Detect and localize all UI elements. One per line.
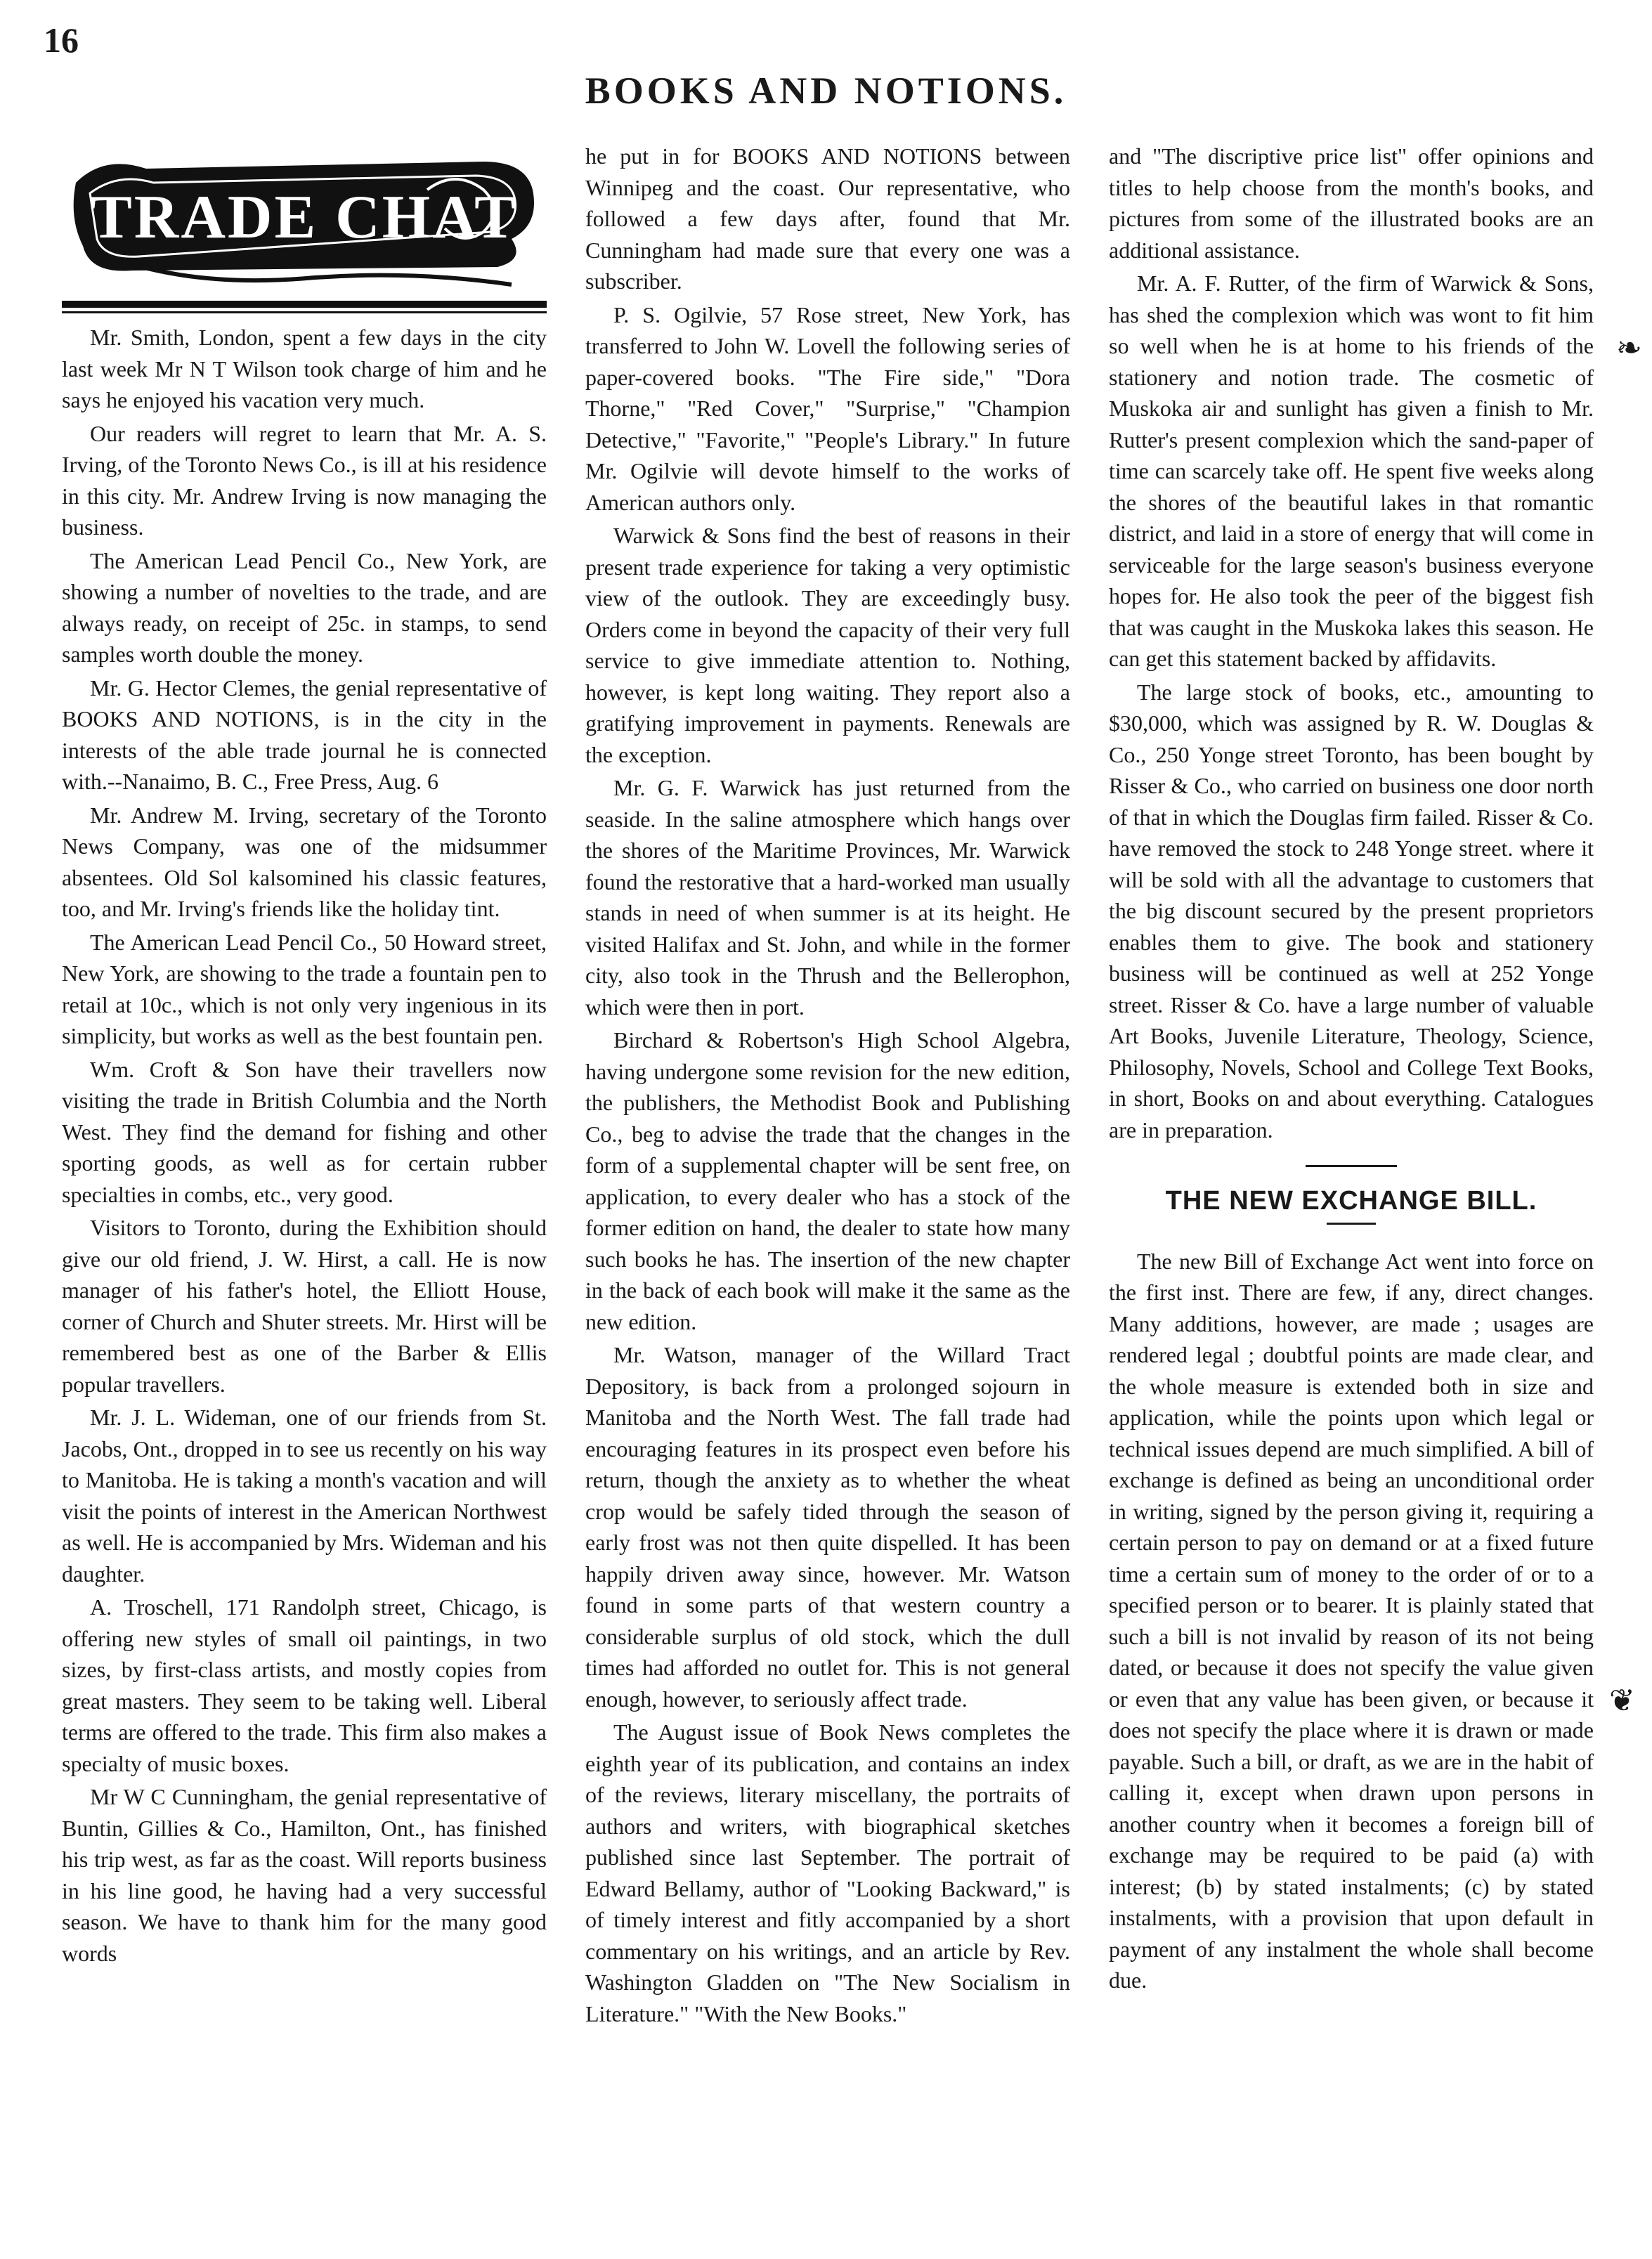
trade-chat-banner-graphic: [62, 141, 547, 316]
col2-para-5: Birchard & Robertson's High School Algebra, having undergone some revision for the new edition, the publishers, the Methodist Book and Publishing Co., beg to advise the trade that the changes in the form of a supplemental chapter will be sent free, on application, to every dealer who has a stock of the former edition on hand, the dealer to state how many such books he has. The insertion of the new chapter in the back of each book will make it the same as the new edition.: [585, 1027, 1070, 1334]
heading-underline: [1327, 1223, 1376, 1225]
col2-para-7: The August issue of Book News completes the eighth year of its publication, and contains an index of the reviews, literary miscellany, the portraits of authors and writers, with biographical sketches published since last September. The portrait of Edward Bellamy, author of "Looking Backward," is of timely interest and fitly accompanied by a short commentary on his writings, and an article by Rev. Washington Gladden on "The New Socialism in Literature." "With the New Books.": [585, 1719, 1070, 2026]
col1-para-8: Visitors to Toronto, during the Exhibition should give our old friend, J. W. Hirst, a call. He is now manager of his father's hotel, the Elliott House, corner of Church and Shuter streets. Mr. Hirst will be remembered best as one of the Barber & Ellis popular travellers.: [62, 1215, 547, 1397]
col1-para-6: The American Lead Pencil Co., 50 Howard street, New York, are showing to the trade a fountain pen to retail at 10c., which is not only very ingenious in its simplicity, but works as well as the best fountain pen.: [62, 929, 547, 1048]
ornament-icon: ❦: [1609, 1684, 1635, 1718]
col1-para-4: Mr. G. Hector Clemes, the genial representative of BOOKS AND NOTIONS, is in the city in the interests of the able trade journal he is connected with.--Nanaimo, B. C., Free Press, Aug. 6: [62, 675, 547, 794]
col1-para-9: Mr. J. L. Wideman, one of our friends from St. Jacobs, Ont., dropped in to see us recently on his way to Manitoba. He is taking a month's vacation and will visit the points of interest in the American Northwest as well. He is accompanied by Mrs. Wideman and his daughter.: [62, 1405, 547, 1587]
col1-para-3: The American Lead Pencil Co., New York, are showing a number of novelties to the trade, and are always ready, on receipt of 25c. in stamps, to send samples worth double the money.: [62, 547, 547, 667]
column-2: [585, 141, 1070, 2031]
col2-para-6: Mr. Watson, manager of the Willard Tract Depository, is back from a prolonged sojourn in Manitoba and the North West. The fall trade had encouraging features in its prospect even before his return, though the anxiety as to whether the wheat crop would be safely tided through the season of early frost was not then quite dispelled. It has been happily driven away since, however. Mr. Watson found in some parts of that western country a considerable surplus of old stock, which the dull times had afforded no outlet for. This is not general enough, however, to seriously affect trade.: [585, 1342, 1070, 1712]
col1-para-11: Mr W C Cunningham, the genial representative of Buntin, Gillies & Co., Hamilton, Ont., has finished his trip west, as far as the coast. Will reports business in his line good, he having had a very successful season. We have to thank him for the many good words: [62, 1784, 547, 1966]
ornament-icon: ❧: [1616, 331, 1642, 365]
trade-chat-banner: [62, 141, 547, 316]
col1-para-10: A. Troschell, 171 Randolph street, Chicago, is offering new styles of small oil paintings, in two sizes, by first-class artists, and mostly copies from great masters. They seem to be taking well. Liberal terms are offered to the trade. This firm also makes a specialty of music boxes.: [62, 1594, 547, 1776]
trade-chat-title: TRADE CHAT: [91, 183, 518, 252]
col3-para-1: and "The discriptive price list" offer opinions and titles to help choose from the month's books, and pictures from some of the illustrated books are an additional assistance.: [1109, 143, 1594, 263]
col2-para-4: Mr. G. F. Warwick has just returned from the seaside. In the saline atmosphere which hangs over the shores of the Maritime Provinces, Mr. Warwick found the restorative that a hard-worked man usually stands in need of when summer is at its height. He visited Halifax and St. John, and while in the former city, also took in the Thrush and the Bellerophon, which were then in port.: [585, 775, 1070, 1020]
col1-para-1: Mr. Smith, London, spent a few days in the city last week Mr N T Wilson took charge of him and he says he enjoyed his vacation very much.: [62, 325, 547, 412]
exchange-bill-heading: THE NEW EXCHANGE BILL.: [1165, 1186, 1537, 1216]
col1-para-2: Our readers will regret to learn that Mr. A. S. Irving, of the Toronto News Co., is ill at his residence in this city. Mr. Andrew Irving is now managing the business.: [62, 420, 547, 540]
column-3: [1109, 141, 1594, 1998]
col1-para-7: Wm. Croft & Son have their travellers now visiting the trade in British Columbia and the North West. They find the demand for fishing and other sporting goods, as well as for certain rubber specialties in combs, etc., very good.: [62, 1056, 547, 1207]
col3-para-3: The large stock of books, etc., amounting to $30,000, which was assigned by R. W. Douglas & Co., 250 Yonge street Toronto, has been bought by Risser & Co., who carried on business one door north of that in which the Douglas firm failed. Risser & Co. have removed the stock to 248 Yonge street. where it will be sold with all the advantage to customers that the big discount secured by the present proprietors enables them to give. The book and stationery business will be continued as well at 252 Yonge street. Risser & Co. have a large number of valuable Art Books, Juvenile Literature, Theology, Science, Philosophy, Novels, School and College Text Books, in short, Books on and about everything. Catalogues are in preparation.: [1109, 679, 1594, 1142]
exchange-bill-body: The new Bill of Exchange Act went into force on the first inst. There are few, if any, direct changes. Many additions, however, are made ; usages are rendered legal ; doubtful points are made clear, and the whole measure is extended both in size and application, while the points upon which legal or technical issues depend are much simplified. A bill of exchange is defined as being an unconditional order in writing, signed by the person giving it, requiring a certain person to pay on demand or at a fixed future time a certain sum of money to the order of or to a specified person or to bearer. It is plainly stated that such a bill is not invalid by reason of its not being dated, or because it does not specify the value given or even that any value has been given, or because it does not specify the place where it is drawn or made payable. Such a bill, or draft, as we are in the habit of calling it, except when drawn upon persons in another country when it becomes a foreign bill of exchange may be required to be paid (a) with interest; (b) by stated instalments; (c) by stated instalments, with a provision that upon default in payment of any instalment the whole shall become due.: [1109, 1248, 1594, 1993]
col3-para-2: Mr. A. F. Rutter, of the firm of Warwick & Sons, has shed the complexion which was wont to fit him so well when he is at home to his friends of the stationery and notion trade. The cosmetic of Muskoka air and sunlight has given a finish to Mr. Rutter's present complexion which the sand-paper of time can scarcely take off. He spent five weeks along the shores of the beautiful lakes in that romantic district, and laid in a store of energy that will come in serviceable for the large season's business everyone hopes for. He also took the peer of the biggest fish that was caught in the Muskoka lakes this season. He can get this statement backed by affidavits.: [1109, 271, 1594, 671]
col2-para-2: P. S. Ogilvie, 57 Rose street, New York, has transferred to John W. Lovell the following series of paper-covered books. "The Fire side," "Dora Thorne," "Red Cover," "Surprise," "Champion Detective," "Favorite," "People's Library." In future Mr. Ogilvie will devote himself to the works of American authors only.: [585, 301, 1070, 515]
col2-para-3: Warwick & Sons find the best of reasons in their present trade experience for taking a very optimistic view of the outlook. They are exceedingly busy. Orders come in beyond the capacity of their very full service to give immediate attention to. Nothing, however, is kept long waiting. They report also a gratifying improvement in payments. Renewals are the exception.: [585, 523, 1070, 767]
page-number: 16: [44, 20, 79, 60]
col2-para-1: he put in for BOOKS AND NOTIONS between Winnipeg and the coast. Our representative, who followed a few days after, found that Mr. Cunningham had made sure that every one was a subscriber.: [585, 143, 1070, 294]
section-divider: [1306, 1165, 1397, 1167]
col1-para-5: Mr. Andrew M. Irving, secretary of the Toronto News Company, was one of the midsummer absentees. Old Sol kalsomined his classic features, too, and Mr. Irving's friends like the holiday tint.: [62, 802, 547, 921]
running-title: BOOKS AND NOTIONS.: [585, 70, 1067, 112]
column-1: [62, 141, 547, 1971]
